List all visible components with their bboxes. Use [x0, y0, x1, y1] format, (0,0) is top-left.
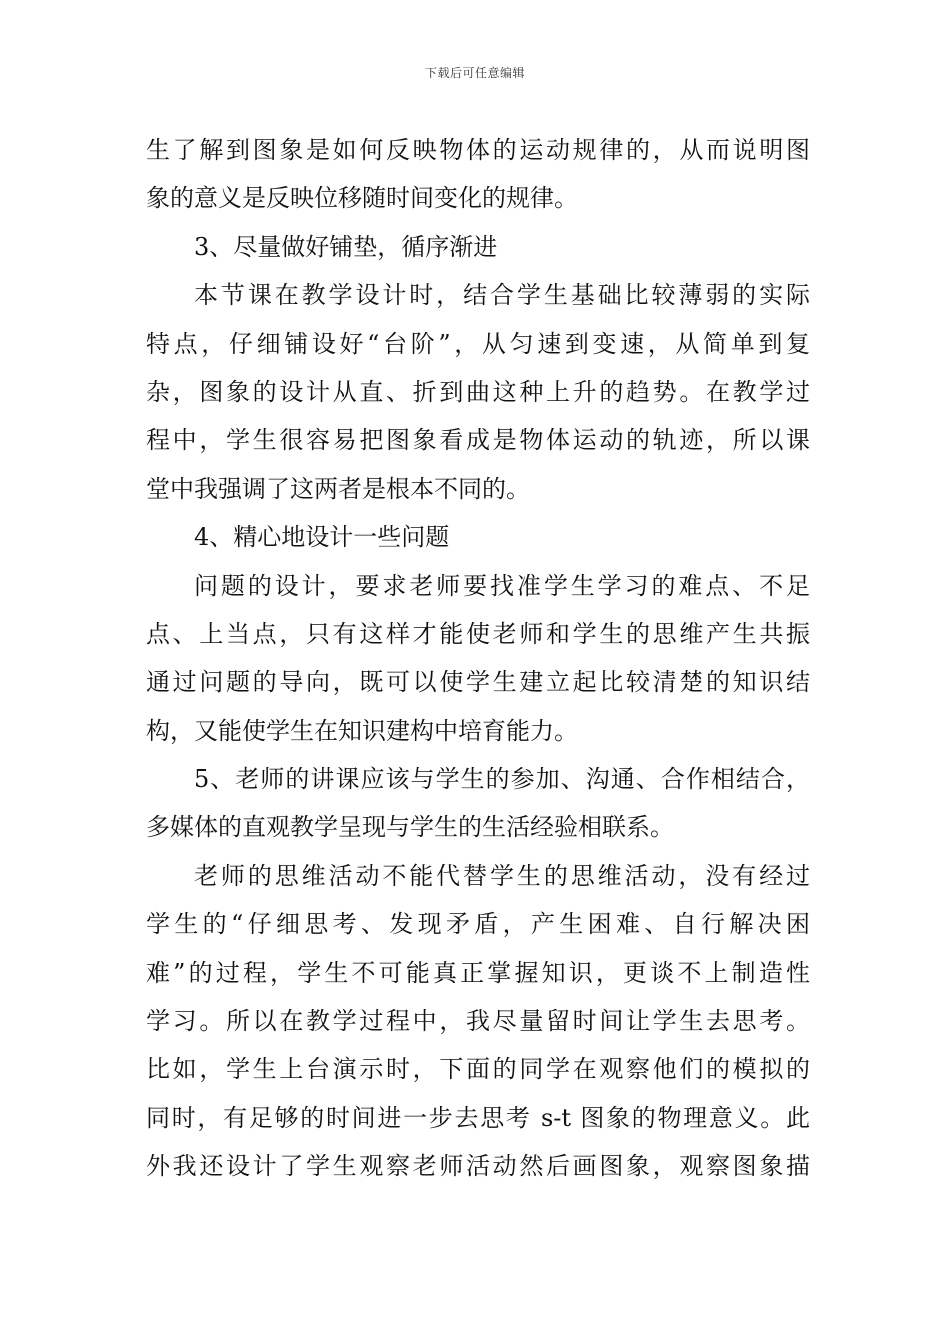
text-line: 4、精心地设计一些问题: [194, 523, 450, 552]
text-line: 3、尽量做好铺垫，循序渐进: [194, 232, 498, 261]
text-line: 学习。所以在教学过程中，我尽量留时间让学生去思考。: [146, 1007, 810, 1036]
document-body: [146, 126, 810, 1191]
text-line: 象的意义是反映位移随时间变化的规律。: [146, 184, 578, 213]
text-line: 本节课在教学设计时，结合学生基础比较薄弱的实际: [194, 281, 810, 310]
text-line: 多媒体的直观教学呈现与学生的生活经验相联系。: [146, 813, 674, 842]
text-line: 点、上当点，只有这样才能使老师和学生的思维产生共振: [146, 619, 810, 648]
page-header: 下载后可任意编辑: [424, 66, 525, 80]
text-line: 学生的“仔细思考、发现矛盾，产生困难、自行解决困: [146, 910, 810, 939]
text-line: 特点，仔细铺设好“台阶”，从匀速到变速，从简单到复: [146, 329, 810, 358]
text-line: 生了解到图象是如何反映物体的运动规律的，从而说明图: [146, 136, 810, 164]
text-line: 外我还设计了学生观察老师活动然后画图象，观察图象描: [146, 1152, 810, 1181]
text-line: 难”的过程，学生不可能真正掌握知识，更谈不上制造性: [146, 958, 810, 987]
text-line: 堂中我强调了这两者是根本不同的。: [146, 474, 530, 503]
text-line: 老师的思维活动不能代替学生的思维活动，没有经过: [194, 861, 810, 890]
text-line: 通过问题的导向，既可以使学生建立起比较清楚的知识结: [146, 668, 810, 697]
text-line: 5、老师的讲课应该与学生的参加、沟通、合作相结合，: [194, 765, 810, 794]
text-line: 比如，学生上台演示时，下面的同学在观察他们的模拟的: [146, 1055, 810, 1084]
text-line: 问题的设计，要求老师要找准学生学习的难点、不足: [194, 571, 810, 600]
text-line: 构，又能使学生在知识建构中培育能力。: [146, 716, 578, 745]
text-line: 程中，学生很容易把图象看成是物体运动的轨迹，所以课: [146, 426, 810, 455]
text-line: 杂，图象的设计从直、折到曲这种上升的趋势。在教学过: [146, 377, 810, 406]
text-line: 同时，有足够的时间进一步去思考 s-t 图象的物理意义。此: [146, 1103, 810, 1132]
